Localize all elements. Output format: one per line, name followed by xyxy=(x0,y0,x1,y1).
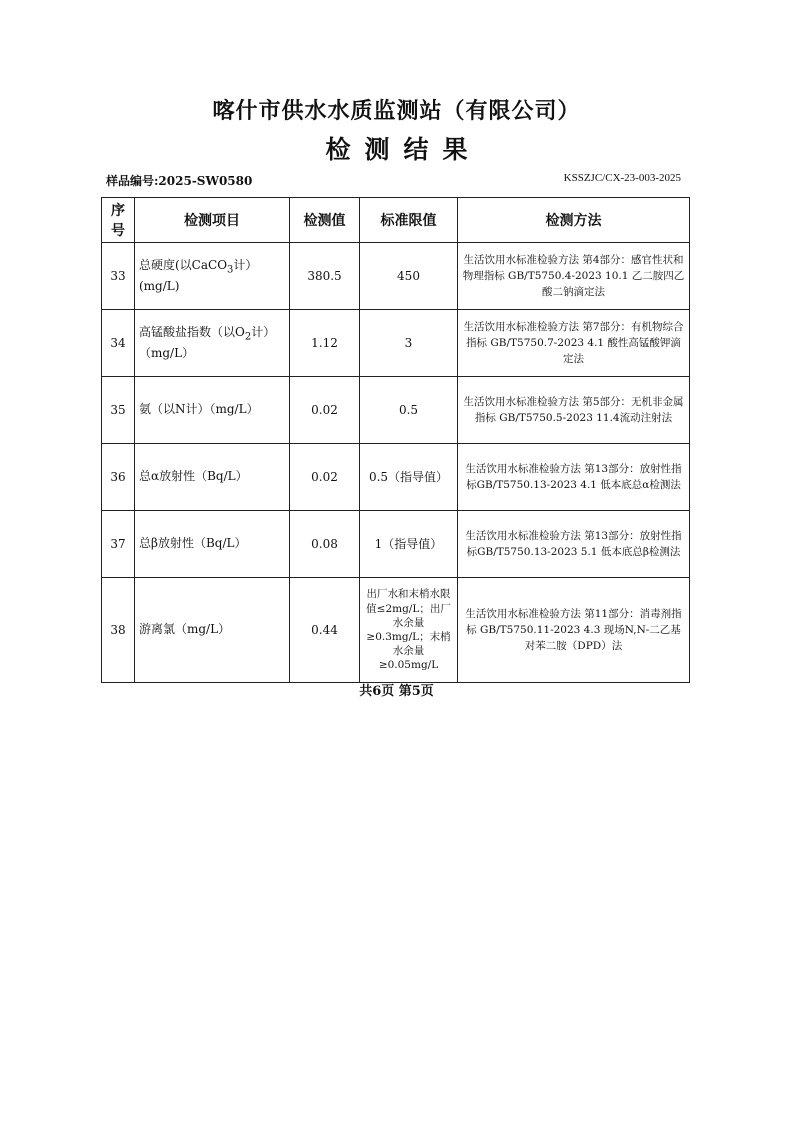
test-item-text-suffix: 计）（mg/L） xyxy=(139,324,276,360)
row-number: 35 xyxy=(102,377,135,444)
test-item: 氨（以N计）（mg/L） xyxy=(135,377,290,444)
table-row xyxy=(102,243,690,310)
test-value: 380.5 xyxy=(290,243,360,310)
row-number: 36 xyxy=(102,444,135,511)
table-row xyxy=(102,578,690,683)
test-item-subscript: 3 xyxy=(227,264,234,276)
test-method: 生活饮用水标准检验方法 第13部分：放射性指标GB/T5750.13-2023 5.1 低本底总β检测法 xyxy=(458,511,690,578)
test-item-text-suffix: 计）(mg/L) xyxy=(139,257,258,293)
row-number: 38 xyxy=(102,578,135,683)
test-method: 生活饮用水标准检验方法 第5部分：无机非金属指标 GB/T5750.5-2023 11.4流动注射法 xyxy=(458,377,690,444)
test-value: 1.12 xyxy=(290,310,360,377)
table-header-row xyxy=(102,198,690,243)
test-item: 游离氯（mg/L） xyxy=(135,578,290,683)
test-item xyxy=(135,243,290,310)
test-item: 总α放射性（Bq/L） xyxy=(135,444,290,511)
results-table xyxy=(101,197,690,683)
document-title: 检测结果 xyxy=(325,135,482,164)
organization-title: 喀什市供水水质监测站（有限公司） xyxy=(212,98,581,124)
test-method: 生活饮用水标准检验方法 第7部分：有机物综合指标 GB/T5750.7-2023 4.1 酸性高锰酸钾滴定法 xyxy=(458,310,690,377)
row-number: 37 xyxy=(102,511,135,578)
document-code: KSSZJC/CX-23-003-2025 xyxy=(563,172,681,184)
test-value: 0.02 xyxy=(290,377,360,444)
sample-number: 样品编号:2025-SW0580 xyxy=(106,174,253,188)
page-number: 共6页 第5页 xyxy=(359,684,434,699)
table-row xyxy=(102,377,690,444)
test-item xyxy=(135,310,290,377)
test-method: 生活饮用水标准检验方法 第13部分：放射性指标GB/T5750.13-2023 4.1 低本底总α检测法 xyxy=(458,444,690,511)
table-row xyxy=(102,511,690,578)
table-row xyxy=(102,310,690,377)
test-method: 生活饮用水标准检验方法 第4部分：感官性状和物理指标 GB/T5750.4-2023 10.1 乙二胺四乙酸二钠滴定法 xyxy=(458,243,690,310)
row-number: 34 xyxy=(102,310,135,377)
test-value: 0.44 xyxy=(290,578,360,683)
header-method: 检测方法 xyxy=(458,198,690,243)
standard-limit: 3 xyxy=(360,310,458,377)
standard-limit: 450 xyxy=(360,243,458,310)
test-item: 总β放射性（Bq/L） xyxy=(135,511,290,578)
test-value: 0.08 xyxy=(290,511,360,578)
standard-limit: 1（指导值） xyxy=(360,511,458,578)
header-no: 序号 xyxy=(102,198,135,243)
table-row xyxy=(102,444,690,511)
standard-limit: 0.5（指导值） xyxy=(360,444,458,511)
test-value: 0.02 xyxy=(290,444,360,511)
header-item: 检测项目 xyxy=(135,198,290,243)
header-value: 检测值 xyxy=(290,198,360,243)
test-item-text: 高锰酸盐指数（以O xyxy=(139,324,245,339)
standard-limit: 出厂水和末梢水限值≤2mg/L；出厂水余量≥0.3mg/L；末梢水余量≥0.05mg/L xyxy=(360,578,458,683)
test-item-text: 总硬度(以CaCO xyxy=(139,257,228,272)
test-item-subscript: 2 xyxy=(244,331,252,343)
row-number: 33 xyxy=(102,243,135,310)
test-method: 生活饮用水标准检验方法 第11部分：消毒剂指标 GB/T5750.11-2023 4.3 现场N,N-二乙基对苯二胺（DPD）法 xyxy=(458,578,690,683)
standard-limit: 0.5 xyxy=(360,377,458,444)
header-limit: 标准限值 xyxy=(360,198,458,243)
